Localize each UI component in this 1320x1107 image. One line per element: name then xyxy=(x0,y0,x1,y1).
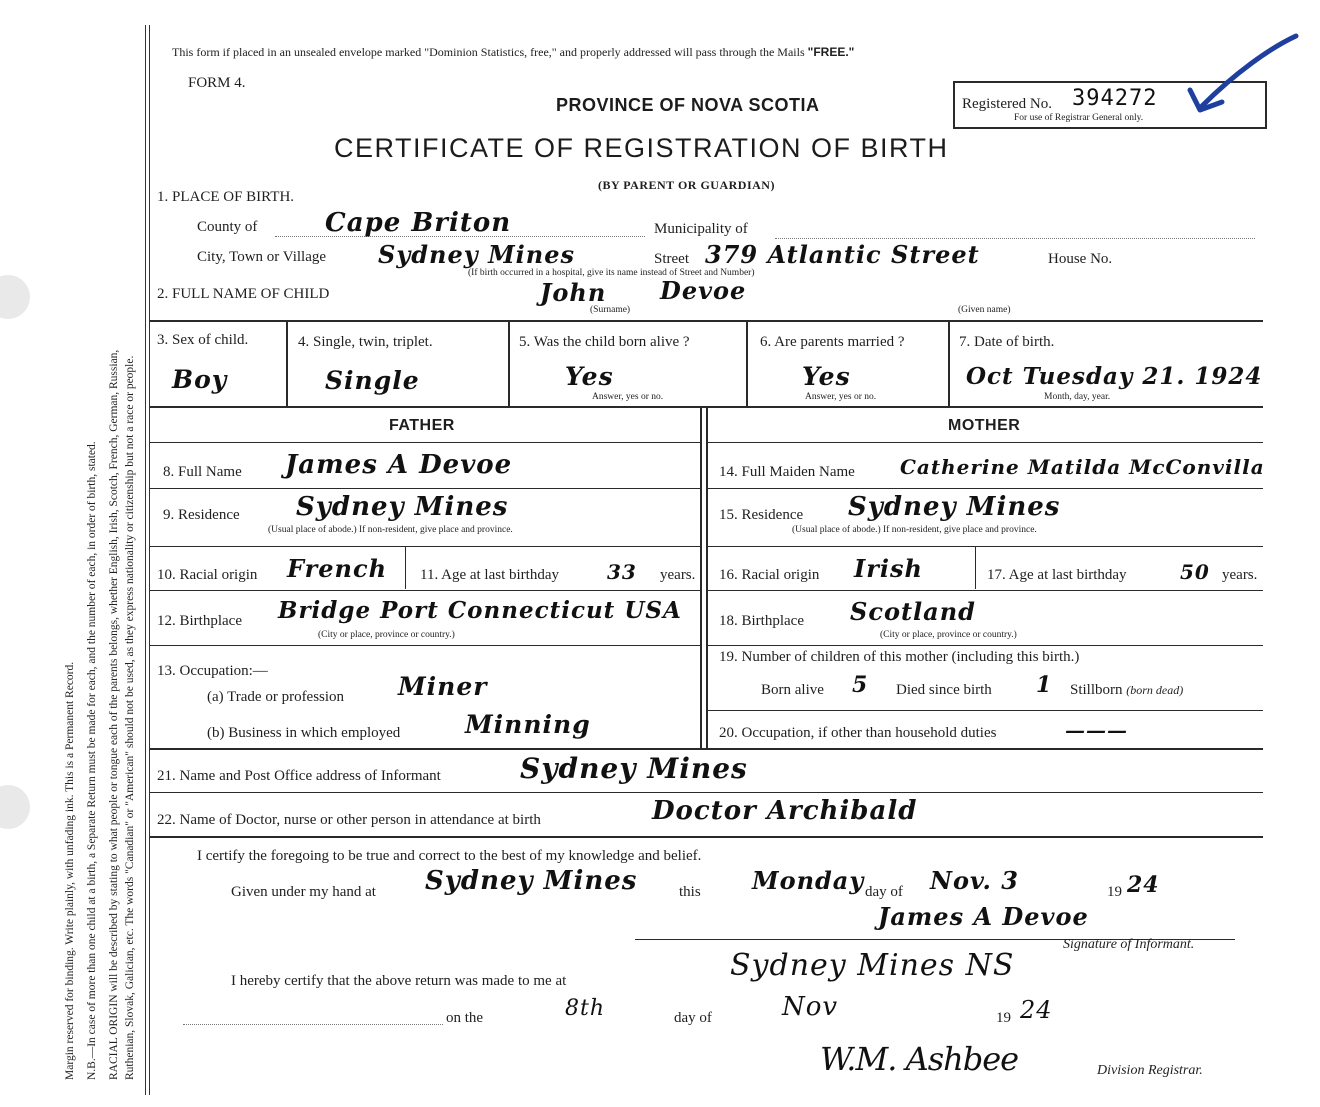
father-name-value: James A Devoe xyxy=(285,450,513,480)
trade-label: (a) Trade or profession xyxy=(207,689,345,705)
on-the-value: 8th xyxy=(565,996,606,1021)
given-place-value: Sydney Mines xyxy=(425,866,638,896)
margin-note-4: Ruthenian, Slovak, Galician, etc. The words "Canadian" or "American" should not be used, as they express nationality or citizenship but not a race or people. xyxy=(124,355,136,1080)
rule-645-l xyxy=(150,645,700,646)
business-label: (b) Business in which employed xyxy=(207,725,401,741)
dob-value: Oct Tuesday 21. 1924 xyxy=(966,363,1263,390)
return-label: I hereby certify that the above return was made to me at xyxy=(231,973,567,989)
margin-rule xyxy=(145,25,146,1095)
on-the-label: on the xyxy=(446,1010,484,1026)
father-age-unit: years. xyxy=(660,567,696,583)
year2-value: 24 xyxy=(1020,996,1053,1024)
mother-residence-caption: (Usual place of abode.) If non-resident, give place and province. xyxy=(792,525,1037,535)
certificate-subtitle: (BY PARENT OR GUARDIAN) xyxy=(598,178,775,192)
certificate-title: CERTIFICATE OF REGISTRATION OF BIRTH xyxy=(334,133,949,163)
rule-590-r xyxy=(708,590,1263,591)
child-name-label: 2. FULL NAME OF CHILD xyxy=(157,286,330,302)
father-birthplace-label: 12. Birthplace xyxy=(157,613,242,629)
doctor-value: Doctor Archibald xyxy=(652,796,918,826)
married-value: Yes xyxy=(802,362,851,391)
informant-signature: James A Devoe xyxy=(878,902,1089,931)
province-heading: PROVINCE OF NOVA SCOTIA xyxy=(556,95,820,115)
stillborn-label: Stillborn (born dead) xyxy=(1070,682,1184,698)
rule-320 xyxy=(150,320,1263,322)
city-value: Sydney Mines xyxy=(378,240,575,269)
child-given-value: Devoe xyxy=(660,276,747,305)
parents-divider xyxy=(700,408,702,748)
mother-name-label: 14. Full Maiden Name xyxy=(719,464,855,480)
this-value: Monday xyxy=(752,866,865,895)
rule-488-l xyxy=(150,488,700,489)
given-under-label: Given under my hand at xyxy=(231,884,376,900)
house-label: House No. xyxy=(1048,251,1113,267)
mother-residence-value: Sydney Mines xyxy=(848,492,1061,522)
parents-divider-2 xyxy=(706,408,708,748)
plurality-label: 4. Single, twin, triplet. xyxy=(298,334,433,350)
hospital-note: (If birth occurred in a hospital, give its name instead of Street and Number) xyxy=(468,268,755,278)
binding-hole-top xyxy=(0,275,30,319)
plurality-value: Single xyxy=(325,366,420,395)
mother-occupation-label: 20. Occupation, if other than household duties xyxy=(719,725,997,741)
col-div-16-17 xyxy=(975,547,976,589)
father-age-label: 11. Age at last birthday xyxy=(420,567,559,583)
married-label: 6. Are parents married ? xyxy=(760,334,905,350)
rule-792 xyxy=(150,792,1263,793)
mother-racial-value: Irish xyxy=(854,554,923,583)
month-value: Nov. 3 xyxy=(930,866,1019,895)
surname-caption: (Surname) xyxy=(590,305,631,315)
father-birthplace-caption: (City or place, province or country.) xyxy=(318,630,455,640)
checkmark-arrow-icon xyxy=(1180,28,1300,118)
margin-rule-inner xyxy=(149,25,150,1095)
municipality-line xyxy=(775,238,1255,239)
sex-label: 3. Sex of child. xyxy=(157,332,249,348)
rule-710-r xyxy=(708,710,1263,711)
father-name-label: 8. Full Name xyxy=(163,464,242,480)
died-label: Died since birth xyxy=(896,682,992,698)
registrar-signature: W.M. Ashbee xyxy=(820,1040,1019,1078)
col-div-2 xyxy=(508,322,510,406)
mother-residence-label: 15. Residence xyxy=(719,507,804,523)
father-racial-value: French xyxy=(287,554,388,583)
father-age-value: 33 xyxy=(607,560,637,584)
informant-sig-label: Signature of Informant. xyxy=(1063,937,1195,952)
married-caption: Answer, yes or no. xyxy=(805,392,877,402)
day-of-label: day of xyxy=(865,884,903,900)
rule-442-l xyxy=(150,442,700,443)
day-of-label-2: day of xyxy=(674,1010,712,1026)
father-residence-caption: (Usual place of abode.) If non-resident, give place and province. xyxy=(268,525,513,535)
business-value: Minning xyxy=(465,710,591,739)
children-count-label: 19. Number of children of this mother (including this birth.) xyxy=(719,649,1080,665)
father-heading: FATHER xyxy=(389,417,455,434)
registered-label: Registered No. xyxy=(962,96,1052,112)
col-div-10-11 xyxy=(405,547,406,589)
registrar-line-left xyxy=(183,1024,443,1025)
month2-value: Nov xyxy=(782,992,839,1022)
mother-age-label: 17. Age at last birthday xyxy=(987,567,1127,583)
year-value: 24 xyxy=(1127,872,1160,898)
dob-label: 7. Date of birth. xyxy=(959,334,1055,350)
county-value: Cape Briton xyxy=(325,208,512,238)
father-racial-label: 10. Racial origin xyxy=(157,567,258,583)
registrar-label: Division Registrar. xyxy=(1097,1063,1203,1078)
informant-value: Sydney Mines xyxy=(520,752,748,785)
given-name-caption: (Given name) xyxy=(958,305,1011,315)
rule-488-r xyxy=(708,488,1263,489)
mother-occupation-value: ——— xyxy=(1065,718,1128,742)
mother-birthplace-caption: (City or place, province or country.) xyxy=(880,630,1017,640)
father-birthplace-value: Bridge Port Connecticut USA xyxy=(278,597,682,624)
mother-age-value: 50 xyxy=(1180,560,1210,584)
died-value: 1 xyxy=(1036,672,1053,698)
child-surname-value: John xyxy=(540,278,607,307)
alive-label: 5. Was the child born alive ? xyxy=(519,334,690,350)
mother-heading: MOTHER xyxy=(948,417,1021,434)
sex-value: Boy xyxy=(172,365,228,394)
born-alive-value: 5 xyxy=(852,672,869,698)
binding-hole-bottom xyxy=(0,785,30,829)
return-place-value: Sydney Mines NS xyxy=(730,948,1015,983)
informant-label: 21. Name and Post Office address of Informant xyxy=(157,768,441,784)
doctor-label: 22. Name of Doctor, nurse or other person in attendance at birth xyxy=(157,812,541,828)
margin-note-2: N.B.—In case of more than one child at a birth, a Separate Return must be made for each, and the number of each, in order of birth, stated. xyxy=(86,441,98,1080)
mother-age-unit: years. xyxy=(1222,567,1258,583)
father-residence-value: Sydney Mines xyxy=(296,492,509,522)
occupation-label: 13. Occupation:— xyxy=(157,663,268,679)
margin-note-3: RACIAL ORIGIN will be described by stating to what people or tongue each of the parents belongs, whether English, Irish, Scotch, French, German, Russian, xyxy=(108,349,120,1080)
street-value: 379 Atlantic Street xyxy=(705,240,980,269)
dob-caption: Month, day, year. xyxy=(1044,392,1111,402)
col-div-1 xyxy=(286,322,288,406)
rule-590-l xyxy=(150,590,700,591)
rule-442-r xyxy=(708,442,1263,443)
trade-value: Miner xyxy=(398,672,488,701)
street-label: Street xyxy=(654,251,689,267)
year-prefix: 19 xyxy=(1107,884,1122,900)
father-residence-label: 9. Residence xyxy=(163,507,240,523)
alive-caption: Answer, yes or no. xyxy=(592,392,664,402)
born-alive-label: Born alive xyxy=(761,682,824,698)
registered-number: 394272 xyxy=(1072,86,1158,111)
mother-birthplace-label: 18. Birthplace xyxy=(719,613,804,629)
postal-note: This form if placed in an unsealed envelope marked "Dominion Statistics, free," and properly addressed will pass through the Mails "FREE." xyxy=(172,45,855,59)
mother-name-value: Catherine Matilda McConvilla xyxy=(900,455,1265,479)
year2-prefix: 19 xyxy=(996,1010,1011,1026)
certify-statement: I certify the foregoing to be true and correct to the best of my knowledge and belief. xyxy=(197,848,702,864)
form-number: FORM 4. xyxy=(188,75,246,91)
mother-racial-label: 16. Racial origin xyxy=(719,567,820,583)
city-label: City, Town or Village xyxy=(197,249,327,265)
rule-748 xyxy=(150,748,1263,750)
alive-value: Yes xyxy=(565,362,614,391)
rule-546-l xyxy=(150,546,700,547)
this-label: this xyxy=(679,884,701,900)
margin-note-1: Margin reserved for binding. Write plainly, with unfading ink. This is a Permanent Record. xyxy=(64,661,76,1080)
rule-546-r xyxy=(708,546,1263,547)
col-div-3 xyxy=(746,322,748,406)
mother-birthplace-value: Scotland xyxy=(850,597,976,626)
place-of-birth-label: 1. PLACE OF BIRTH. xyxy=(157,189,295,205)
municipality-label: Municipality of xyxy=(654,221,748,237)
county-label: County of xyxy=(197,219,258,235)
registrar-note: For use of Registrar General only. xyxy=(1014,113,1144,123)
rule-645-r xyxy=(708,645,1263,646)
col-div-4 xyxy=(948,322,950,406)
rule-836 xyxy=(150,836,1263,838)
